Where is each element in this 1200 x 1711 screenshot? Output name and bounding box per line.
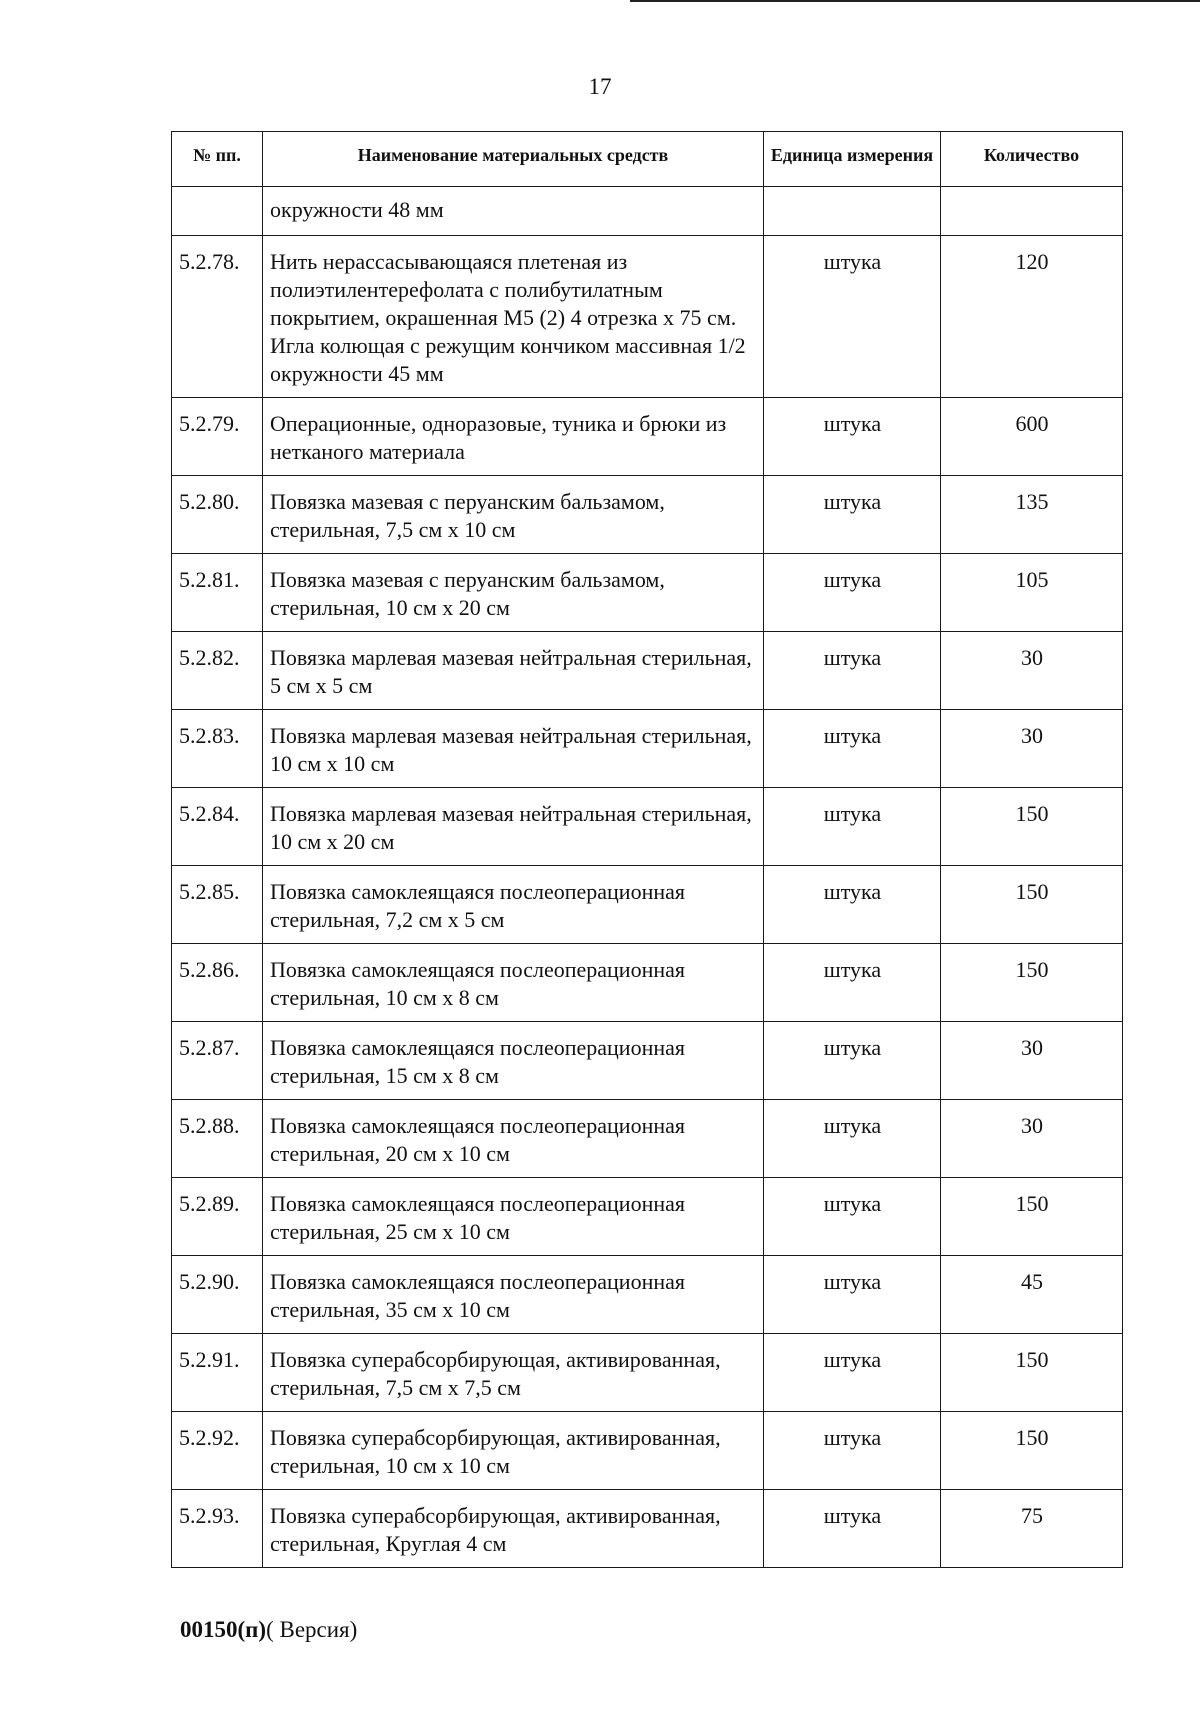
row-name: Повязка суперабсорбирующая, активированная, стерильная, 7,5 см х 7,5 см (263, 1334, 764, 1412)
row-number: 5.2.83. (172, 710, 263, 788)
table-row (172, 398, 1123, 476)
table-row (172, 944, 1123, 1022)
row-name: Повязка мазевая с перуанским бальзамом, стерильная, 10 см х 20 см (263, 554, 764, 632)
row-quantity: 45 (941, 1256, 1123, 1334)
row-name: Повязка самоклеящаяся послеоперационная стерильная, 15 см х 8 см (263, 1022, 764, 1100)
table-row (172, 1100, 1123, 1178)
row-unit: штука (764, 944, 941, 1022)
row-unit: штука (764, 476, 941, 554)
header-quantity: Количество (941, 132, 1123, 187)
row-number: 5.2.91. (172, 1334, 263, 1412)
table-row (172, 1490, 1123, 1568)
row-name: Повязка самоклеящаяся послеоперационная стерильная, 25 см х 10 см (263, 1178, 764, 1256)
row-quantity (941, 187, 1123, 236)
row-name: Повязка марлевая мазевая нейтральная стерильная, 5 см х 5 см (263, 632, 764, 710)
row-name: Повязка самоклеящаяся послеоперационная стерильная, 35 см х 10 см (263, 1256, 764, 1334)
row-name: Повязка мазевая с перуанским бальзамом, стерильная, 7,5 см х 10 см (263, 476, 764, 554)
row-name: Повязка марлевая мазевая нейтральная стерильная, 10 см х 20 см (263, 788, 764, 866)
row-unit: штука (764, 710, 941, 788)
table-row (172, 236, 1123, 398)
row-number: 5.2.84. (172, 788, 263, 866)
table-body (172, 187, 1123, 1568)
row-number: 5.2.78. (172, 236, 263, 398)
row-unit: штука (764, 866, 941, 944)
row-number: 5.2.87. (172, 1022, 263, 1100)
document-version: ( Версия) (266, 1617, 358, 1642)
row-number: 5.2.89. (172, 1178, 263, 1256)
row-quantity: 30 (941, 1022, 1123, 1100)
row-quantity: 30 (941, 632, 1123, 710)
row-quantity: 600 (941, 398, 1123, 476)
row-name: окружности 48 мм (263, 187, 764, 236)
row-quantity: 30 (941, 710, 1123, 788)
row-name: Повязка суперабсорбирующая, активированная, стерильная, Круглая 4 см (263, 1490, 764, 1568)
row-name: Повязка самоклеящаяся послеоперационная стерильная, 7,2 см х 5 см (263, 866, 764, 944)
row-number: 5.2.82. (172, 632, 263, 710)
row-unit: штука (764, 236, 941, 398)
row-quantity: 120 (941, 236, 1123, 398)
document-number: 00150(п) (180, 1617, 267, 1642)
row-number (172, 187, 263, 236)
row-name: Повязка самоклеящаяся послеоперационная стерильная, 10 см х 8 см (263, 944, 764, 1022)
row-number: 5.2.93. (172, 1490, 263, 1568)
row-name: Повязка самоклеящаяся послеоперационная стерильная, 20 см х 10 см (263, 1100, 764, 1178)
row-quantity: 135 (941, 476, 1123, 554)
row-quantity: 150 (941, 944, 1123, 1022)
row-quantity: 150 (941, 1334, 1123, 1412)
table-row (172, 1412, 1123, 1490)
table-row (172, 554, 1123, 632)
row-number: 5.2.86. (172, 944, 263, 1022)
row-number: 5.2.90. (172, 1256, 263, 1334)
page-number: 17 (588, 74, 612, 99)
table-header-row (172, 132, 1123, 187)
row-unit: штука (764, 1256, 941, 1334)
table-row (172, 1022, 1123, 1100)
document-code (180, 1617, 357, 1643)
row-number: 5.2.81. (172, 554, 263, 632)
row-unit: штука (764, 1022, 941, 1100)
row-unit: штука (764, 632, 941, 710)
row-unit: штука (764, 1178, 941, 1256)
row-quantity: 150 (941, 866, 1123, 944)
row-quantity: 75 (941, 1490, 1123, 1568)
table-row (172, 1334, 1123, 1412)
table-row (172, 632, 1123, 710)
row-name: Операционные, одноразовые, туника и брюки из нетканого материала (263, 398, 764, 476)
row-number: 5.2.79. (172, 398, 263, 476)
row-unit (764, 187, 941, 236)
table-row (172, 187, 1123, 236)
table-row (172, 866, 1123, 944)
row-quantity: 150 (941, 788, 1123, 866)
row-unit: штука (764, 788, 941, 866)
table-row (172, 476, 1123, 554)
row-quantity: 150 (941, 1412, 1123, 1490)
table-row (172, 1178, 1123, 1256)
row-name: Повязка марлевая мазевая нейтральная стерильная, 10 см х 10 см (263, 710, 764, 788)
row-unit: штука (764, 1334, 941, 1412)
row-number: 5.2.92. (172, 1412, 263, 1490)
materials-table (171, 131, 1123, 1568)
header-unit: Единица измерения (764, 132, 941, 187)
table-row (172, 710, 1123, 788)
row-unit: штука (764, 1412, 941, 1490)
row-number: 5.2.88. (172, 1100, 263, 1178)
row-unit: штука (764, 1100, 941, 1178)
row-number: 5.2.80. (172, 476, 263, 554)
row-unit: штука (764, 398, 941, 476)
header-name: Наименование материальных средств (263, 132, 764, 187)
table-row (172, 788, 1123, 866)
top-border-line (630, 0, 1200, 2)
row-number: 5.2.85. (172, 866, 263, 944)
row-unit: штука (764, 1490, 941, 1568)
row-unit: штука (764, 554, 941, 632)
row-quantity: 30 (941, 1100, 1123, 1178)
row-name: Нить нерассасывающаяся плетеная из полиэтилентерефолата с полибутилатным покрытием, окрашенная М5 (2) 4 отрезка х 75 см. Игла колющая с режущим кончиком массивная 1/2 окружности 45 мм (263, 236, 764, 398)
row-name: Повязка суперабсорбирующая, активированная, стерильная, 10 см х 10 см (263, 1412, 764, 1490)
row-quantity: 150 (941, 1178, 1123, 1256)
table-row (172, 1256, 1123, 1334)
row-quantity: 105 (941, 554, 1123, 632)
header-number: № пп. (172, 132, 263, 187)
